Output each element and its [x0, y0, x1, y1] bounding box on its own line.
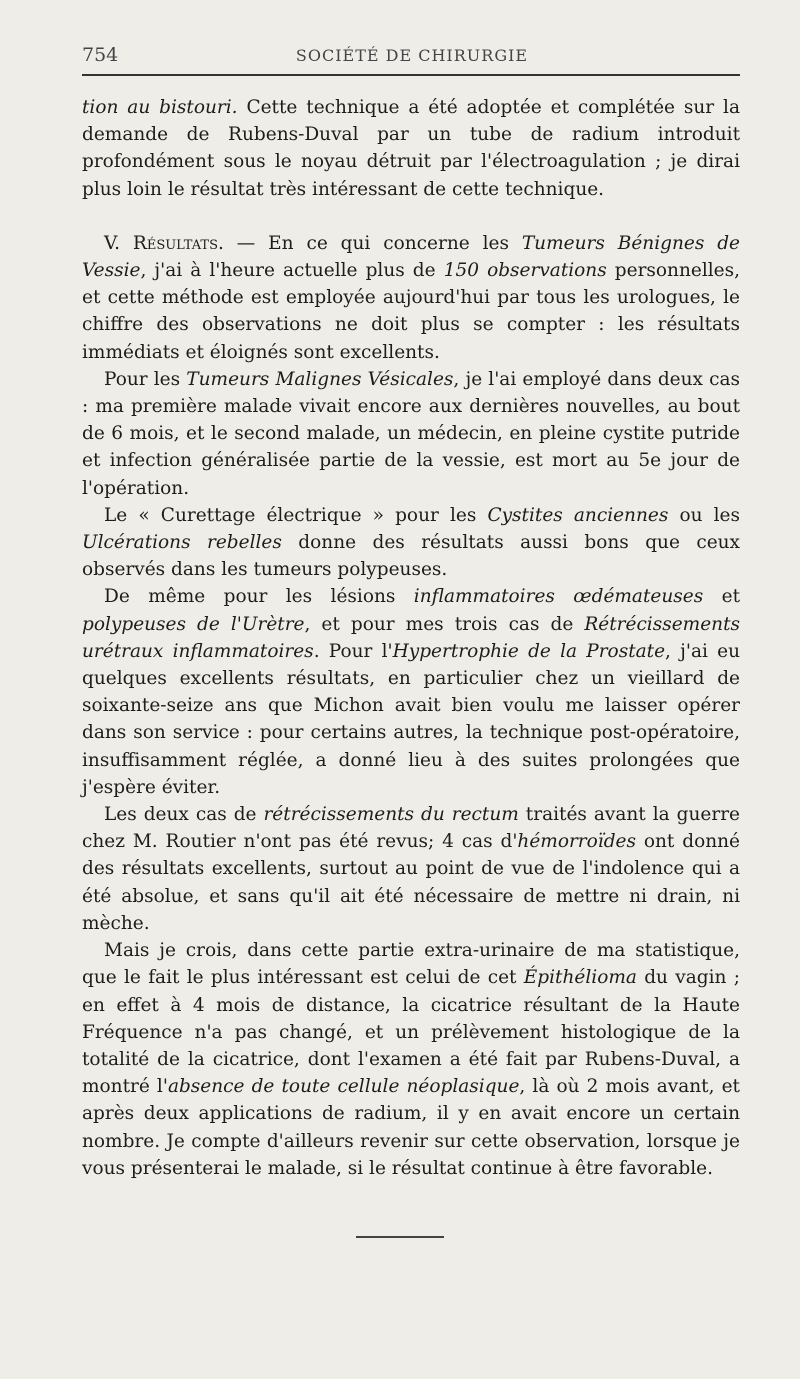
- italic-phrase: Hypertrophie de la Prostate: [392, 640, 666, 662]
- italic-phrase: Rétrécissements urétraux inflammatoires: [82, 613, 740, 662]
- body-text: [82, 94, 740, 1182]
- italic-phrase: inflammatoires œdémateuses: [413, 586, 704, 608]
- text-run: , je l'ai employé dans deux cas : ma première malade vivait encore aux dernières nouvelles, au bout de 6 mois, et le second malade, un médecin, en pleine cystite putride et infection généralisée partie de la vessie, est mort au 5e jour de l'opération.: [82, 368, 741, 499]
- italic-phrase: Cystites anciennes: [487, 504, 669, 526]
- section-number: V.: [104, 232, 133, 254]
- paragraph-epithelioma: [82, 937, 740, 1182]
- italic-phrase: hémorroïdes: [517, 831, 636, 853]
- paragraph-urethra: [82, 583, 740, 801]
- italic-phrase: absence de toute cellule néoplasique: [167, 1076, 520, 1098]
- italic-phrase: 150 observations: [443, 260, 607, 282]
- text-run: , j'ai eu quelques excellents résultats, en particulier chez un vieillard de soixante-seize ans que Michon avait bien voulu me laisser opérer dans son service : pour certains autres, la technique post-opératoire, insuffisamment réglée, a donné lieu à des suites prolongées que j'espère éviter.: [82, 640, 740, 798]
- text-run: . — En ce qui concerne les: [217, 232, 522, 254]
- page-number: 754: [82, 44, 119, 66]
- paragraph-curettage: [82, 502, 740, 584]
- section-heading: Résultats: [132, 232, 218, 254]
- paragraph-malignant: [82, 366, 740, 502]
- italic-phrase: polypeuses de l'Urètre: [82, 613, 305, 635]
- running-head: SOCIÉTÉ DE CHIRURGIE: [295, 46, 529, 65]
- italic-phrase: Tumeurs Malignes Vésicales: [186, 368, 454, 390]
- page-header: [82, 44, 742, 74]
- paragraph-rectum: [82, 801, 740, 937]
- text-run: Le « Curettage électrique » pour les: [104, 504, 488, 526]
- text-run: De même pour les lésions: [104, 586, 414, 608]
- text-run: Les deux cas de: [104, 804, 264, 826]
- text-run: donne des résultats aussi bons que ceux observés dans les tumeurs polypeuses.: [82, 532, 740, 581]
- text-run: , j'ai à l'heure actuelle plus de: [140, 260, 444, 282]
- text-run: ou les: [668, 504, 740, 526]
- text-run: Cette technique a été adoptée et complétée sur la demande de Rubens-Duval par un tube de radium introduit profondément sous le noyau détruit par l'électroagulation ; je dirai plus loin le résultat très intéressant de cette technique.: [82, 97, 740, 200]
- text-run: ont donné des résultats excellents, surtout au point de vue de l'indolence qui a été absolue, et sans qu'il ait été nécessaire de mettre ni drain, ni mèche.: [82, 831, 740, 934]
- text-run: personnelles, et cette méthode est employée aujourd'hui par tous les urologues, le chiffre des observations ne doit plus se compter : les résultats immédiats et éloignés sont excellents.: [82, 260, 740, 363]
- end-rule: [356, 1236, 444, 1238]
- text-run: et: [703, 586, 741, 608]
- text-run: . Pour l': [313, 640, 393, 662]
- text-run: , et pour mes trois cas de: [304, 613, 585, 635]
- italic-phrase: rétrécissements du rectum: [263, 804, 519, 826]
- italic-phrase: tion au bistouri.: [82, 97, 238, 118]
- header-rule: [82, 74, 740, 76]
- text-run: Mais je crois, dans cette partie extra-urinaire de ma statistique, que le fait le plus intéressant est celui de cet: [82, 940, 740, 989]
- text-run: du vagin ; en effet à 4 mois de distance, la cicatrice résultant de la Haute Fréquence n'a pas changé, et un prélèvement histologique de la totalité de la cicatrice, dont l'examen a été fait par Rubens-Duval, a montré l': [82, 967, 740, 1098]
- italic-phrase: Tumeurs Bénignes de Vessie: [82, 232, 740, 282]
- paragraph-continuation: [82, 94, 740, 203]
- text-run: , là où 2 mois avant, et après deux applications de radium, il y en avait encore un certain nombre. Je compte d'ailleurs revenir sur cette observation, lorsque je vous présenterai le malade, si le résultat continue à être favorable.: [82, 1076, 740, 1179]
- paragraph-results: [82, 230, 740, 366]
- italic-phrase: Épithélioma: [523, 967, 637, 989]
- text-run: Pour les: [104, 368, 187, 390]
- italic-phrase: Ulcérations rebelles: [82, 532, 282, 554]
- text-run: traités avant la guerre chez M. Routier n'ont pas été revus; 4 cas d': [82, 804, 740, 853]
